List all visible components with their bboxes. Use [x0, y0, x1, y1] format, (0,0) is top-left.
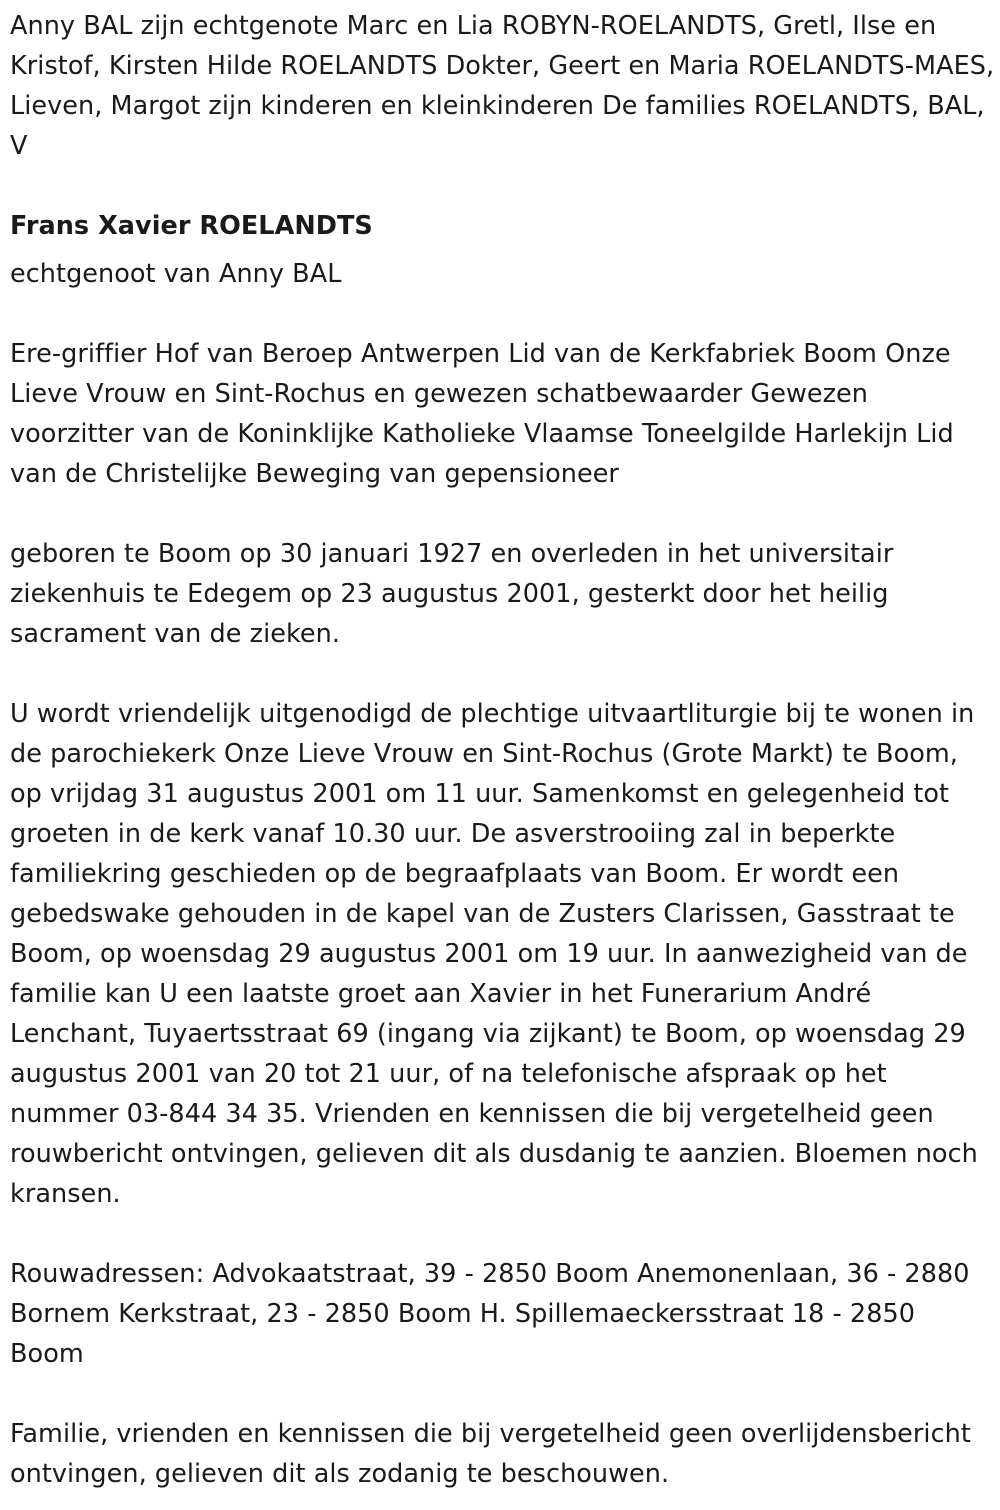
closing-paragraph: Familie, vrienden en kennissen die bij vergetelheid geen overlijdensbericht ontvingen, gelieven dit als zodanig te beschouwen.: [10, 1419, 971, 1489]
death-notice: [10, 6, 995, 1494]
roles-paragraph: Ere-griffier Hof van Beroep Antwerpen Lid van de Kerkfabriek Boom Onze Lieve Vrouw en Sint-Rochus en gewezen schatbewaarder Gewezen voorzitter van de Koninklijke Katholieke Vlaamse Toneelgilde Harlekijn Lid van de Christelijke Beweging van gepensioneer: [10, 339, 954, 489]
invitation-paragraph: U wordt vriendelijk uitgenodigd de plechtige uitvaartliturgie bij te wonen in de parochiekerk Onze Lieve Vrouw en Sint-Rochus (Grote Markt) te Boom, op vrijdag 31 augustus 2001 om 11 uur. Samenkomst en gelegenheid tot groeten in de kerk vanaf 10.30 uur. De asverstrooiing zal in beperkte familiekring geschieden op de begraafplaats van Boom. Er wordt een gebedswake gehouden in de kapel van de Zusters Clarissen, Gasstraat te Boom, op woensdag 29 augustus 2001 om 19 uur. In aanwezigheid van de familie kan U een laatste groet aan Xavier in het Funerarium André Lenchant, Tuyaertsstraat 69 (ingang via zijkant) te Boom, op woensdag 29 augustus 2001 van 20 tot 21 uur, of na telefonische afspraak op het nummer 03-844 34 35. Vrienden en kennissen die bij vergetelheid geen rouwbericht ontvingen, gelieven dit als dusdanig te aanzien. Bloemen noch kransen.: [10, 699, 978, 1209]
deceased-name: Frans Xavier ROELANDTS: [10, 211, 373, 241]
family-intro-paragraph: Anny BAL zijn echtgenote Marc en Lia ROBYN-ROELANDTS, Gretl, Ilse en Kristof, Kirsten Hilde ROELANDTS Dokter, Geert en Maria ROELANDTS-MAES, Lieven, Margot zijn kinderen en kleinkinderen De families ROELANDTS, BAL, V: [10, 11, 995, 161]
birth-death-paragraph: geboren te Boom op 30 januari 1927 en overleden in het universitair ziekenhuis te Edegem op 23 augustus 2001, gesterkt door het heilig sacrament van de zieken.: [10, 539, 894, 649]
addresses-paragraph: Rouwadressen: Advokaatstraat, 39 - 2850 Boom Anemonenlaan, 36 - 2880 Bornem Kerkstraat, 23 - 2850 Boom H. Spillemaeckersstraat 18 - 2850 Boom: [10, 1259, 970, 1369]
spouse-line: echtgenoot van Anny BAL: [10, 259, 342, 289]
